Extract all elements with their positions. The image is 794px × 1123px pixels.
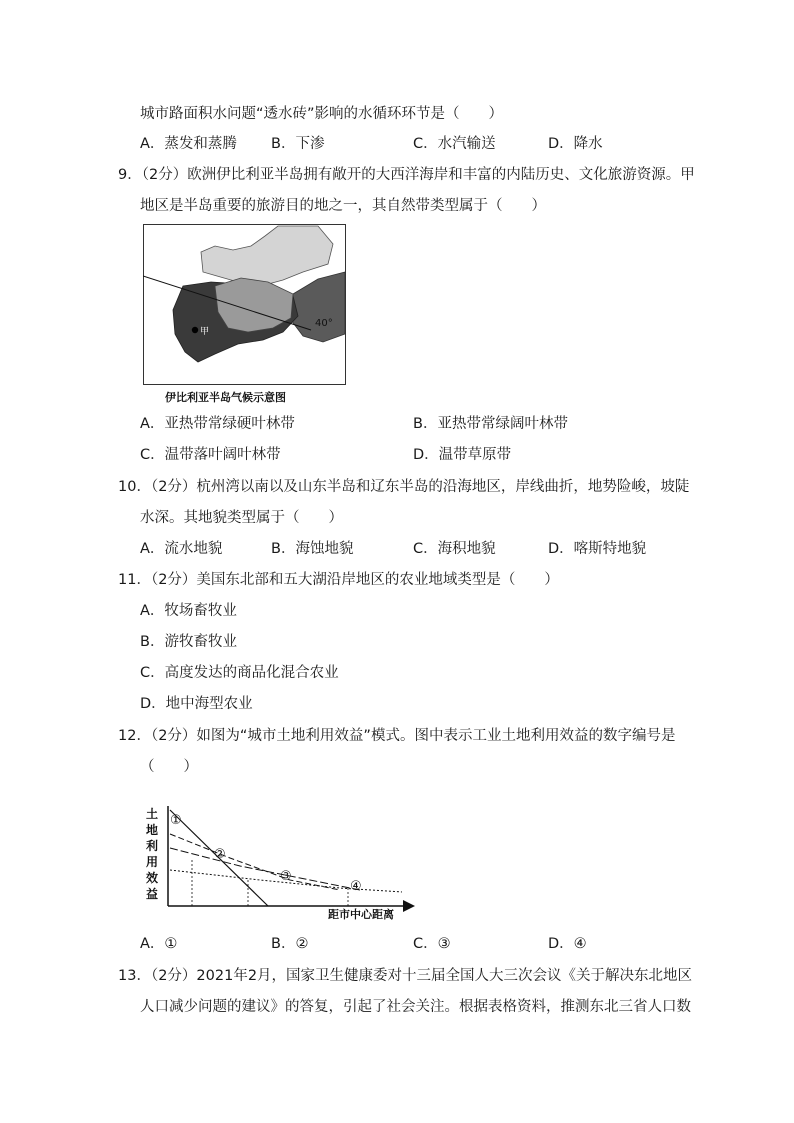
y-label-char-4: 用 — [146, 855, 159, 869]
q11-option-b[interactable]: B．游牧畜牧业 — [140, 634, 237, 650]
q10-option-d[interactable]: D．喀斯特地貌 — [548, 541, 647, 557]
curve-label-4: ④ — [350, 879, 362, 894]
q11-stem: 11．（2分）美国东北部和五大湖沿岸地区的农业地域类型是（ ） — [118, 572, 559, 588]
q10-option-c[interactable]: C．海积地貌 — [413, 541, 496, 557]
q8-option-a[interactable]: A．蒸发和蒸腾 — [140, 136, 237, 152]
iberia-map-svg — [143, 224, 346, 410]
curve-label-1: ① — [170, 813, 182, 828]
q12-option-c[interactable]: C．③ — [413, 936, 451, 952]
q12-stem-line2: （ ） — [140, 759, 198, 775]
land-use-benefit-graph — [140, 800, 420, 920]
q8-option-b[interactable]: B．下渗 — [271, 136, 325, 152]
q9-option-a[interactable]: A．亚热带常绿硬叶林带 — [140, 416, 295, 432]
land-use-graph-svg — [140, 800, 420, 920]
q8-option-d[interactable]: D．降水 — [548, 136, 603, 152]
q9-stem-line1: 9．（2分）欧洲伊比利亚半岛拥有敞开的大西洋海岸和丰富的内陆历史、文化旅游资源。甲 — [118, 167, 695, 183]
y-label-char-1: 土 — [146, 807, 159, 821]
y-label-char-2: 地 — [146, 823, 159, 837]
q10-stem-line1: 10．（2分）杭州湾以南以及山东半岛和辽东半岛的沿海地区，岸线曲折，地势险峻，坡陡 — [118, 479, 690, 495]
curve-2 — [170, 834, 340, 890]
q12-option-b[interactable]: B．② — [271, 936, 309, 952]
q11-option-a[interactable]: A．牧场畜牧业 — [140, 603, 237, 619]
q12-option-d[interactable]: D．④ — [548, 936, 587, 952]
q12-option-a[interactable]: A．① — [140, 936, 178, 952]
q13-stem-line2: 人口减少问题的建议》的答复，引起了社会关注。根据表格资料，推测东北三省人口数 — [140, 999, 691, 1015]
y-label-char-3: 利 — [146, 839, 159, 853]
q8-option-c[interactable]: C．水汽输送 — [413, 136, 496, 152]
q13-stem-line1: 13．（2分）2021年2月，国家卫生健康委对十三届全国人大三次会议《关于解决东北地区 — [118, 968, 693, 984]
q8-stem: 城市路面积水问题“透水砖”影响的水循环环节是（ ） — [140, 106, 504, 122]
map-caption: 伊比利亚半岛气候示意图 — [165, 391, 286, 404]
q10-option-b[interactable]: B．海蚀地貌 — [271, 541, 354, 557]
q9-option-b[interactable]: B．亚热带常绿阔叶林带 — [413, 416, 568, 432]
curve-label-2: ② — [214, 847, 226, 862]
iberia-climate-map — [143, 224, 346, 410]
curve-label-3: ③ — [280, 869, 292, 884]
latitude-label: 40° — [315, 318, 333, 329]
q10-stem-line2: 水深。其地貌类型属于（ ） — [140, 510, 343, 526]
y-label-char-6: 益 — [146, 887, 159, 901]
point-jia-label: 甲 — [200, 327, 210, 337]
q10-option-a[interactable]: A．流水地貌 — [140, 541, 223, 557]
curve-3 — [170, 848, 360, 890]
q11-option-c[interactable]: C．高度发达的商品化混合农业 — [140, 665, 339, 681]
q9-option-c[interactable]: C．温带落叶阔叶林带 — [140, 447, 281, 463]
q11-option-d[interactable]: D．地中海型农业 — [140, 696, 253, 712]
q12-stem-line1: 12．（2分）如图为“城市土地利用效益”模式。图中表示工业土地利用效益的数字编号是 — [118, 728, 676, 744]
x-axis-label: 距市中心距离 — [328, 908, 394, 920]
point-jia-marker — [192, 327, 198, 333]
y-label-char-5: 效 — [146, 871, 159, 885]
q9-option-d[interactable]: D．温带草原带 — [413, 447, 512, 463]
q9-stem-line2: 地区是半岛重要的旅游目的地之一，其自然带类型属于（ ） — [140, 198, 546, 214]
